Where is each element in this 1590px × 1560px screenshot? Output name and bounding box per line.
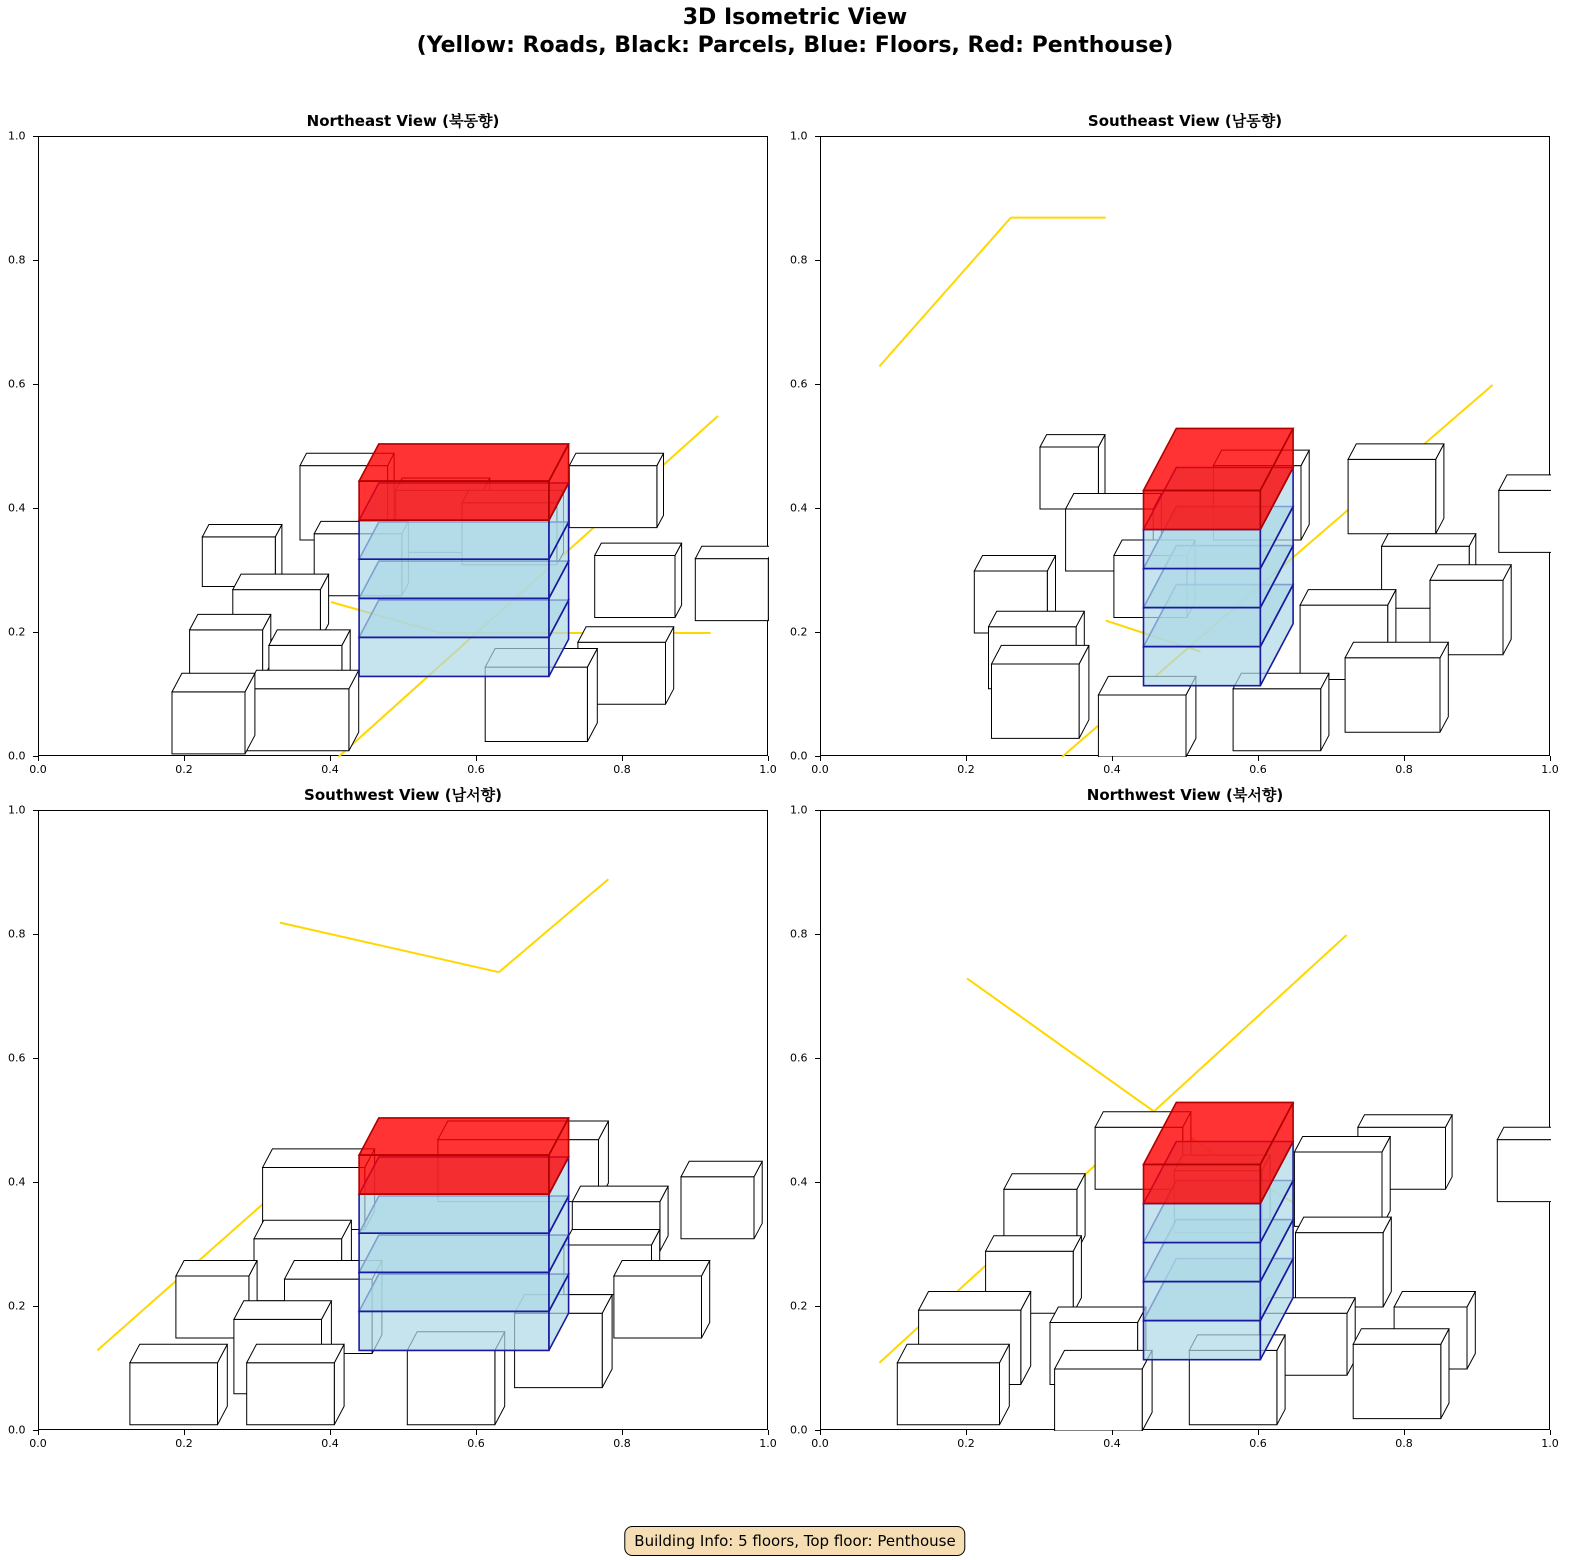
x-tick-mark xyxy=(966,756,967,761)
y-tick-label: 0.8 xyxy=(790,927,808,941)
y-tick-label: 0.4 xyxy=(790,1175,808,1189)
y-tick-label: 0.4 xyxy=(8,501,26,515)
y-tick-mark xyxy=(815,508,820,509)
isometric-scene xyxy=(39,811,769,1431)
y-tick-mark xyxy=(33,136,38,137)
x-tick-label: 0.6 xyxy=(467,1437,485,1450)
parcel-block xyxy=(172,673,255,754)
x-tick-mark xyxy=(820,1430,821,1435)
x-tick-mark xyxy=(1112,1430,1113,1435)
y-tick-label: 1.0 xyxy=(8,129,26,143)
plot-area xyxy=(820,810,1550,1430)
x-tick-label: 0.2 xyxy=(957,1437,975,1450)
x-tick-mark xyxy=(1550,756,1551,761)
parcel-block xyxy=(1499,475,1551,553)
x-tick-mark xyxy=(330,1430,331,1435)
parcel-block xyxy=(1430,565,1511,655)
y-tick-label: 0.8 xyxy=(790,253,808,267)
y-tick-mark xyxy=(33,1306,38,1307)
x-tick-label: 0.2 xyxy=(175,763,193,776)
y-tick-mark xyxy=(815,136,820,137)
y-tick-mark xyxy=(33,810,38,811)
x-tick-label: 0.6 xyxy=(467,763,485,776)
x-tick-label: 0.4 xyxy=(321,1437,339,1450)
y-tick-label: 0.0 xyxy=(790,1423,808,1437)
x-tick-label: 0.0 xyxy=(811,763,829,776)
penthouse-floor xyxy=(359,1118,568,1194)
parcel-block xyxy=(992,645,1089,738)
y-tick-mark xyxy=(33,260,38,261)
y-tick-mark xyxy=(33,1182,38,1183)
x-tick-mark xyxy=(768,1430,769,1435)
road-line xyxy=(280,923,499,973)
y-tick-label: 0.6 xyxy=(790,377,808,391)
x-tick-label: 0.0 xyxy=(811,1437,829,1450)
parcel-block xyxy=(263,1149,375,1230)
y-tick-label: 1.0 xyxy=(790,129,808,143)
parcel-block xyxy=(1294,1137,1390,1227)
parcel-block xyxy=(247,1344,344,1425)
x-tick-label: 1.0 xyxy=(1541,1437,1559,1450)
parcel-block xyxy=(247,670,359,751)
y-tick-label: 0.2 xyxy=(8,1299,26,1313)
x-tick-mark xyxy=(184,756,185,761)
y-tick-label: 0.6 xyxy=(8,1051,26,1065)
x-tick-label: 0.8 xyxy=(1395,763,1413,776)
y-tick-mark xyxy=(33,1430,38,1431)
y-tick-label: 0.0 xyxy=(790,749,808,763)
plot-area xyxy=(38,136,768,756)
x-tick-label: 0.4 xyxy=(1103,763,1121,776)
x-tick-mark xyxy=(622,756,623,761)
road-line xyxy=(499,879,609,972)
y-tick-label: 0.2 xyxy=(790,1299,808,1313)
parcel-block xyxy=(681,1161,762,1239)
y-tick-label: 1.0 xyxy=(790,803,808,817)
panel-title: Southeast View (남동향) xyxy=(1087,112,1283,130)
parcel-block xyxy=(1497,1127,1551,1201)
x-tick-mark xyxy=(966,1430,967,1435)
x-tick-label: 1.0 xyxy=(1541,763,1559,776)
panel-title: Northeast View (북동향) xyxy=(306,112,500,130)
y-tick-label: 0.4 xyxy=(8,1175,26,1189)
y-tick-label: 0.0 xyxy=(8,749,26,763)
isometric-scene xyxy=(821,811,1551,1431)
y-tick-mark xyxy=(815,810,820,811)
y-tick-label: 0.8 xyxy=(8,927,26,941)
x-tick-mark xyxy=(820,756,821,761)
parcel-block xyxy=(595,543,682,617)
isometric-scene xyxy=(821,137,1551,757)
figure-title-line-2: (Yellow: Roads, Black: Parcels, Blue: Floors, Red: Penthouse) xyxy=(416,33,1174,58)
x-tick-label: 0.6 xyxy=(1249,1437,1267,1450)
parcel-block xyxy=(1353,1329,1449,1419)
y-tick-label: 0.6 xyxy=(790,1051,808,1065)
y-tick-mark xyxy=(815,260,820,261)
figure-title-line-1: 3D Isometric View xyxy=(682,5,908,30)
x-tick-label: 0.4 xyxy=(321,763,339,776)
x-tick-label: 0.0 xyxy=(29,763,47,776)
y-tick-label: 0.2 xyxy=(790,625,808,639)
y-tick-label: 0.0 xyxy=(8,1423,26,1437)
road-line xyxy=(879,218,1010,367)
panel-title: Southwest View (남서향) xyxy=(304,786,502,804)
parcel-block xyxy=(1098,676,1196,757)
x-tick-mark xyxy=(1550,1430,1551,1435)
y-tick-mark xyxy=(33,508,38,509)
x-tick-mark xyxy=(768,756,769,761)
x-tick-mark xyxy=(38,1430,39,1435)
y-tick-label: 0.2 xyxy=(8,625,26,639)
parcel-block xyxy=(1055,1350,1153,1431)
x-tick-mark xyxy=(622,1430,623,1435)
x-tick-label: 0.8 xyxy=(1395,1437,1413,1450)
parcel-block xyxy=(897,1344,1009,1425)
y-tick-mark xyxy=(815,756,820,757)
y-tick-mark xyxy=(815,1306,820,1307)
y-tick-label: 1.0 xyxy=(8,803,26,817)
isometric-scene xyxy=(39,137,769,757)
x-tick-mark xyxy=(1404,1430,1405,1435)
x-tick-mark xyxy=(1112,756,1113,761)
penthouse-floor xyxy=(359,444,568,520)
x-tick-label: 0.2 xyxy=(957,763,975,776)
x-tick-mark xyxy=(38,756,39,761)
x-tick-label: 0.0 xyxy=(29,1437,47,1450)
x-tick-label: 0.8 xyxy=(613,1437,631,1450)
x-tick-mark xyxy=(1258,1430,1259,1435)
y-tick-mark xyxy=(815,632,820,633)
y-tick-label: 0.4 xyxy=(790,501,808,515)
plot-area xyxy=(38,810,768,1430)
building-info-box: Building Info: 5 floors, Top floor: Penthouse xyxy=(624,1526,965,1556)
figure-title xyxy=(0,4,1590,60)
y-tick-mark xyxy=(33,1058,38,1059)
parcel-block xyxy=(1296,1217,1392,1307)
y-tick-mark xyxy=(815,1182,820,1183)
parcel-block xyxy=(130,1344,227,1425)
parcel-block xyxy=(1348,444,1444,534)
x-tick-label: 0.2 xyxy=(175,1437,193,1450)
x-tick-label: 1.0 xyxy=(759,763,777,776)
x-tick-mark xyxy=(1258,756,1259,761)
x-tick-mark xyxy=(184,1430,185,1435)
x-tick-label: 0.4 xyxy=(1103,1437,1121,1450)
parcel-block xyxy=(1345,642,1448,732)
x-tick-label: 0.8 xyxy=(613,763,631,776)
y-tick-label: 0.8 xyxy=(8,253,26,267)
x-tick-label: 0.6 xyxy=(1249,763,1267,776)
x-tick-mark xyxy=(1404,756,1405,761)
y-tick-label: 0.6 xyxy=(8,377,26,391)
x-tick-label: 1.0 xyxy=(759,1437,777,1450)
panel-title: Northwest View (북서향) xyxy=(1086,786,1284,804)
y-tick-mark xyxy=(815,384,820,385)
y-tick-mark xyxy=(33,632,38,633)
y-tick-mark xyxy=(33,756,38,757)
y-tick-mark xyxy=(815,934,820,935)
y-tick-mark xyxy=(33,384,38,385)
y-tick-mark xyxy=(33,934,38,935)
x-tick-mark xyxy=(330,756,331,761)
x-tick-mark xyxy=(476,756,477,761)
parcel-block xyxy=(695,546,769,620)
plot-area xyxy=(820,136,1550,756)
y-tick-mark xyxy=(815,1430,820,1431)
x-tick-mark xyxy=(476,1430,477,1435)
parcel-block xyxy=(614,1261,710,1339)
y-tick-mark xyxy=(815,1058,820,1059)
parcel-block xyxy=(569,453,663,527)
